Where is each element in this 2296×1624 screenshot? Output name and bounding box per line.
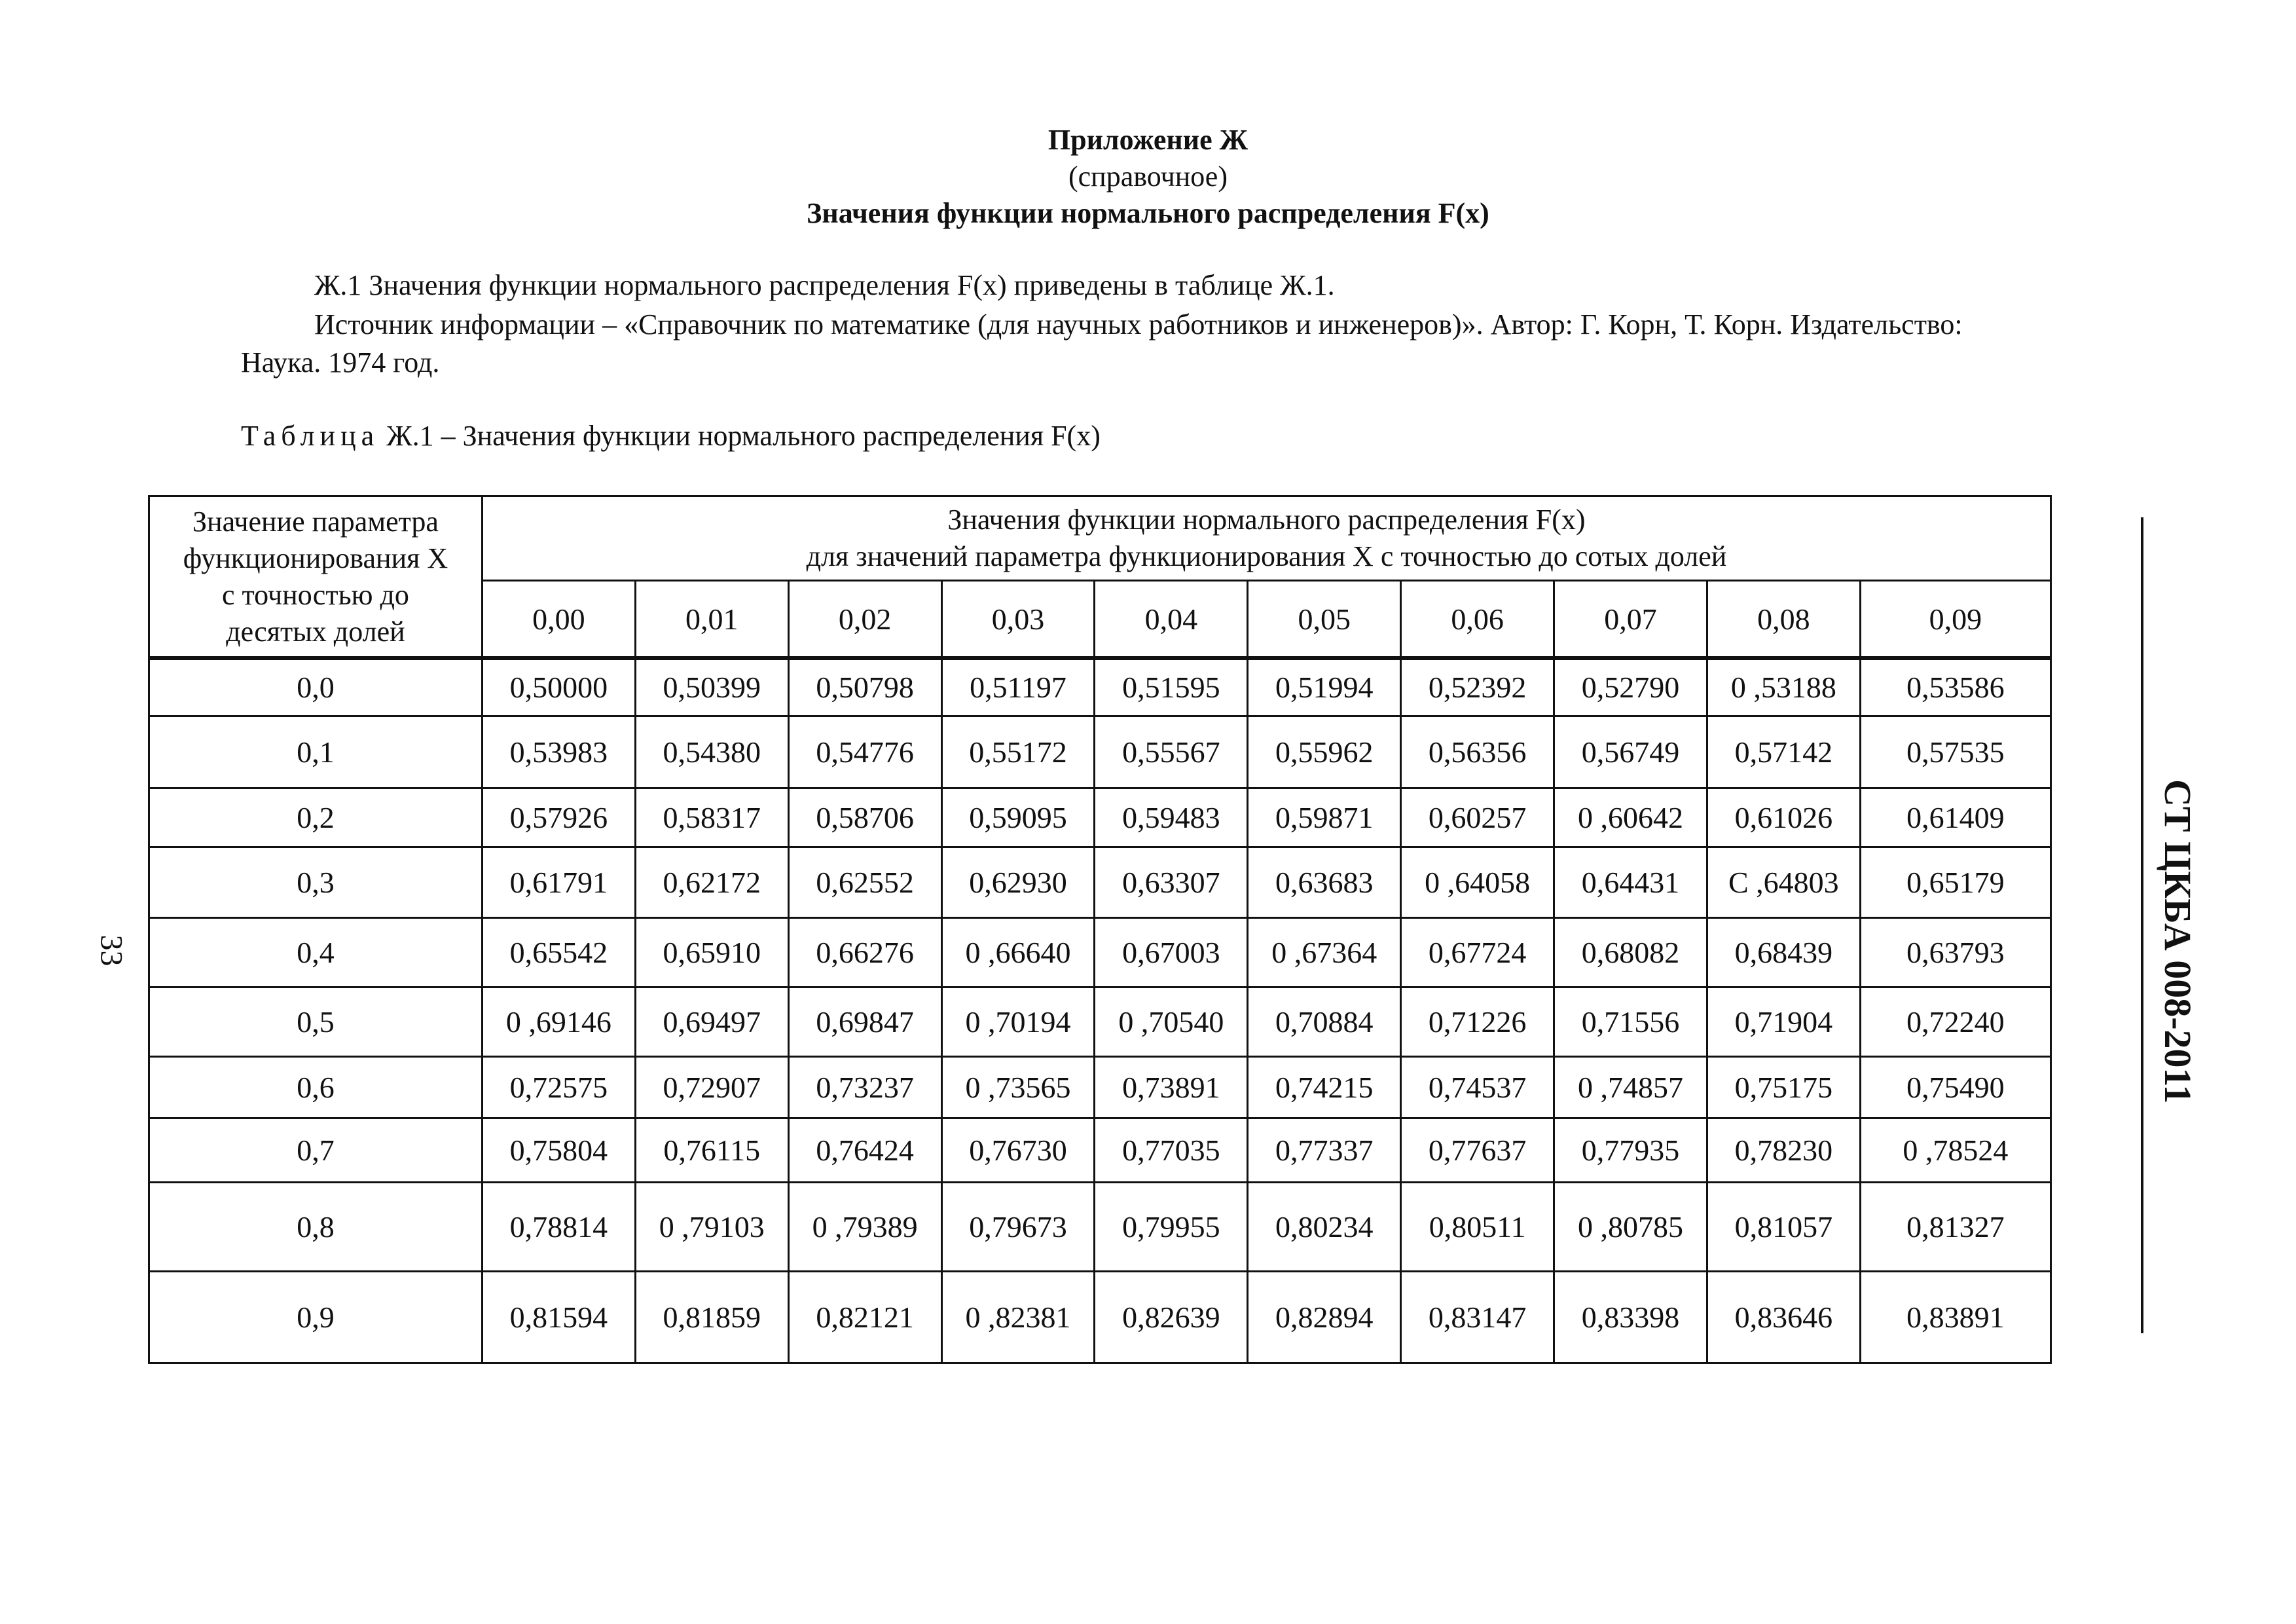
table-cell: 0,58317 xyxy=(635,788,788,847)
table-cell: 0,56749 xyxy=(1554,716,1707,788)
column-header: 0,02 xyxy=(788,581,941,659)
table-cell: 0,60257 xyxy=(1401,788,1554,847)
table-body xyxy=(149,658,2051,1363)
table-cell: 0 ,66640 xyxy=(941,917,1095,987)
table-cell: 0,61409 xyxy=(1860,788,2050,847)
table-cell: 0,78814 xyxy=(482,1182,635,1271)
table-cell: 0,77337 xyxy=(1248,1118,1401,1182)
table-cell: 0,75175 xyxy=(1707,1056,1860,1118)
row-x-value: 0,4 xyxy=(149,917,483,987)
table-cell: 0,83646 xyxy=(1707,1271,1860,1363)
page-number: 33 xyxy=(94,934,129,967)
table-cell: 0,55962 xyxy=(1248,716,1401,788)
table-cell: 0,79673 xyxy=(941,1182,1095,1271)
table-cell: 0,73237 xyxy=(788,1056,941,1118)
table-cell: 0 ,53188 xyxy=(1707,658,1860,716)
table-row xyxy=(149,716,2051,788)
table-cell: 0,77035 xyxy=(1095,1118,1248,1182)
table-cell: 0 ,70540 xyxy=(1095,987,1248,1056)
table-row xyxy=(149,1182,2051,1271)
row-x-value: 0,0 xyxy=(149,658,483,716)
appendix-title: Значения функции нормального распределения F(x) xyxy=(807,197,1489,229)
table-row xyxy=(149,847,2051,917)
table-cell: 0,76115 xyxy=(635,1118,788,1182)
table-cell: 0 ,60642 xyxy=(1554,788,1707,847)
table-cell: 0,72907 xyxy=(635,1056,788,1118)
table-row xyxy=(149,1118,2051,1182)
table-cell: 0,77935 xyxy=(1554,1118,1707,1182)
column-header: 0,08 xyxy=(1707,581,1860,659)
table-cell: 0,64431 xyxy=(1554,847,1707,917)
table-cell: 0,52392 xyxy=(1401,658,1554,716)
table-cell: 0,82121 xyxy=(788,1271,941,1363)
table-cell: 0,54776 xyxy=(788,716,941,788)
table-cell: 0,71556 xyxy=(1554,987,1707,1056)
table-cell: 0,69847 xyxy=(788,987,941,1056)
table-cell: 0,76730 xyxy=(941,1118,1095,1182)
table-row xyxy=(149,1271,2051,1363)
table-cell: 0,81057 xyxy=(1707,1182,1860,1271)
row-x-value: 0,8 xyxy=(149,1182,483,1271)
table-cell: 0,79955 xyxy=(1095,1182,1248,1271)
table-cell: 0,59095 xyxy=(941,788,1095,847)
table-cell: 0,55172 xyxy=(941,716,1095,788)
row-x-value: 0,2 xyxy=(149,788,483,847)
appendix-heading: Приложение Ж xyxy=(1048,124,1248,156)
table-cell: 0,80234 xyxy=(1248,1182,1401,1271)
param-header-line: с точностью до xyxy=(222,578,409,611)
table-cell: 0,63307 xyxy=(1095,847,1248,917)
table-cell: 0,61026 xyxy=(1707,788,1860,847)
row-x-value: 0,1 xyxy=(149,716,483,788)
table-cell: 0,57535 xyxy=(1860,716,2050,788)
table-cell: 0,83398 xyxy=(1554,1271,1707,1363)
table-cell: 0,80511 xyxy=(1401,1182,1554,1271)
table-cell: 0,53983 xyxy=(482,716,635,788)
table-cell: 0,71904 xyxy=(1707,987,1860,1056)
table-cell: 0,81859 xyxy=(635,1271,788,1363)
table-cell: 0,65910 xyxy=(635,917,788,987)
table-cell: 0,51994 xyxy=(1248,658,1401,716)
span-header-line: Значения функции нормального распределения F(x) xyxy=(947,504,1586,536)
table-cell: 0,65179 xyxy=(1860,847,2050,917)
param-header-line: Значение параметра xyxy=(192,505,439,538)
table-cell: 0,52790 xyxy=(1554,658,1707,716)
param-header-line: десятых долей xyxy=(226,615,405,648)
column-header: 0,09 xyxy=(1860,581,2050,659)
paragraph-1: Ж.1 Значения функции нормального распределения F(x) приведены в таблице Ж.1. xyxy=(314,269,1335,301)
table-cell: 0,72575 xyxy=(482,1056,635,1118)
table-cell: 0,54380 xyxy=(635,716,788,788)
table-cell: 0,57926 xyxy=(482,788,635,847)
table-cell: 0,83891 xyxy=(1860,1271,2050,1363)
table-cell: 0,55567 xyxy=(1095,716,1248,788)
table-cell: 0,81594 xyxy=(482,1271,635,1363)
row-x-value: 0,3 xyxy=(149,847,483,917)
table-cell: 0,75490 xyxy=(1860,1056,2050,1118)
table-row xyxy=(149,658,2051,716)
table-cell: 0,67003 xyxy=(1095,917,1248,987)
table-caption-text: Ж.1 – Значения функции нормального распределения F(x) xyxy=(379,420,1101,452)
table-cell: 0,62552 xyxy=(788,847,941,917)
table-cell: 0,50000 xyxy=(482,658,635,716)
table-cell: 0 ,82381 xyxy=(941,1271,1095,1363)
table-cell: 0,51595 xyxy=(1095,658,1248,716)
row-x-value: 0,7 xyxy=(149,1118,483,1182)
table-row xyxy=(149,788,2051,847)
table-cell: 0,81327 xyxy=(1860,1182,2050,1271)
row-x-value: 0,6 xyxy=(149,1056,483,1118)
table-cell: 0,53586 xyxy=(1860,658,2050,716)
table-cell: 0,78230 xyxy=(1707,1118,1860,1182)
table-caption xyxy=(241,422,1101,451)
table-row xyxy=(149,987,2051,1056)
table-cell: 0,66276 xyxy=(788,917,941,987)
table-cell: 0,73891 xyxy=(1095,1056,1248,1118)
table-cell: 0,75804 xyxy=(482,1118,635,1182)
table-cell: 0,62930 xyxy=(941,847,1095,917)
row-x-value: 0,5 xyxy=(149,987,483,1056)
table-cell: 0,72240 xyxy=(1860,987,2050,1056)
row-x-value: 0,9 xyxy=(149,1271,483,1363)
table-cell: 0 ,78524 xyxy=(1860,1118,2050,1182)
table-cell: 0,82639 xyxy=(1095,1271,1248,1363)
column-header: 0,05 xyxy=(1248,581,1401,659)
table-cell: 0 ,69146 xyxy=(482,987,635,1056)
table-cell: 0,57142 xyxy=(1707,716,1860,788)
table-cell: 0 ,73565 xyxy=(941,1056,1095,1118)
param-header-line: функционирования X xyxy=(183,542,448,574)
table-cell: 0,71226 xyxy=(1401,987,1554,1056)
column-header: 0,03 xyxy=(941,581,1095,659)
table-cell: 0,59871 xyxy=(1248,788,1401,847)
table-cell: 0 ,79103 xyxy=(635,1182,788,1271)
table-cell: 0,61791 xyxy=(482,847,635,917)
table-cell: 0,70884 xyxy=(1248,987,1401,1056)
table-cell: 0,59483 xyxy=(1095,788,1248,847)
table-cell: 0 ,67364 xyxy=(1248,917,1401,987)
column-header: 0,00 xyxy=(482,581,635,659)
paragraph-2-line-2: Наука. 1974 год. xyxy=(241,346,440,378)
table-row xyxy=(149,1056,2051,1118)
table-cell: 0,68439 xyxy=(1707,917,1860,987)
table-cell: 0,51197 xyxy=(941,658,1095,716)
table-cell: 0 ,79389 xyxy=(788,1182,941,1271)
values-span-header xyxy=(482,496,2050,581)
column-header: 0,01 xyxy=(635,581,788,659)
table-cell: 0,67724 xyxy=(1401,917,1554,987)
table-cell: С ,64803 xyxy=(1707,847,1860,917)
table-row xyxy=(149,917,2051,987)
table-cell: 0,58706 xyxy=(788,788,941,847)
table-cell: 0,63683 xyxy=(1248,847,1401,917)
table-cell: 0,74537 xyxy=(1401,1056,1554,1118)
table-cell: 0,74215 xyxy=(1248,1056,1401,1118)
normal-distribution-table xyxy=(148,495,2052,1364)
appendix-reference-note: (справочное) xyxy=(1068,160,1228,193)
table-cell: 0,50399 xyxy=(635,658,788,716)
table-cell: 0 ,64058 xyxy=(1401,847,1554,917)
param-header xyxy=(149,496,483,659)
margin-divider-line xyxy=(2141,517,2143,1333)
column-header: 0,04 xyxy=(1095,581,1248,659)
table-cell: 0 ,74857 xyxy=(1554,1056,1707,1118)
table-cell: 0,77637 xyxy=(1401,1118,1554,1182)
table-cell: 0 ,70194 xyxy=(941,987,1095,1056)
table-cell: 0,82894 xyxy=(1248,1271,1401,1363)
column-header: 0,06 xyxy=(1401,581,1554,659)
table-caption-prefix: Таблица xyxy=(241,420,380,452)
table-cell: 0,69497 xyxy=(635,987,788,1056)
document-code: СТ ЦКБА 008-2011 xyxy=(2157,779,2199,1104)
table-cell: 0,50798 xyxy=(788,658,941,716)
span-header-line: для значений параметра функционирования X с точностью до сотых долей xyxy=(806,540,1727,572)
paragraph-2-line-1: Источник информации – «Справочник по математике (для научных работников и инженеров)». Автор: Г. Корн, Т. Корн. Издательство: xyxy=(314,308,1963,341)
table-cell: 0,68082 xyxy=(1554,917,1707,987)
column-header: 0,07 xyxy=(1554,581,1707,659)
table-cell: 0 ,80785 xyxy=(1554,1182,1707,1271)
table-cell: 0,56356 xyxy=(1401,716,1554,788)
table-cell: 0,65542 xyxy=(482,917,635,987)
table-cell: 0,62172 xyxy=(635,847,788,917)
table-cell: 0,83147 xyxy=(1401,1271,1554,1363)
table-cell: 0,76424 xyxy=(788,1118,941,1182)
table-cell: 0,63793 xyxy=(1860,917,2050,987)
